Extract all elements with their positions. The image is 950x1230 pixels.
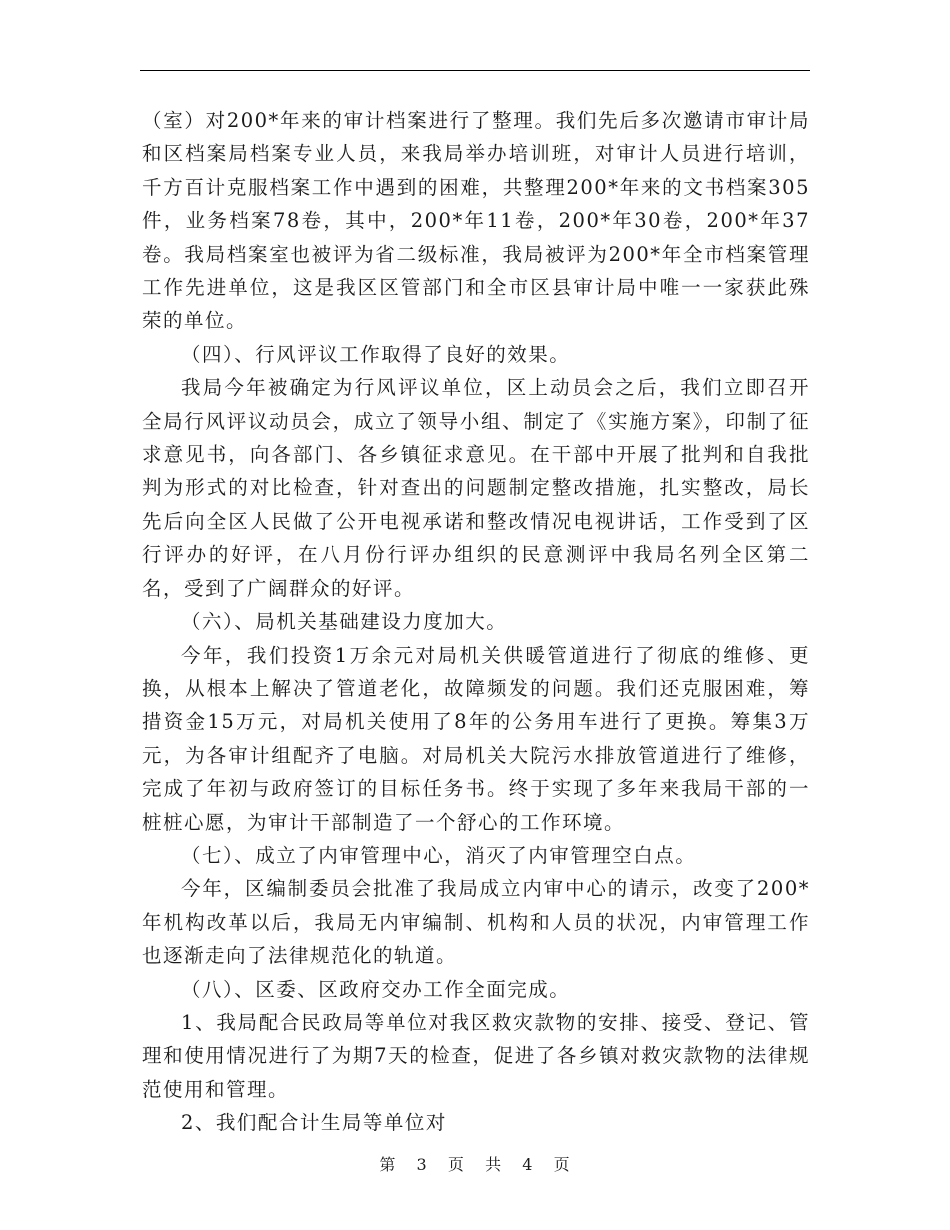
section-heading-six: （六）、局机关基础建设力度加大。 xyxy=(181,610,508,634)
paragraph-infrastructure: 今年，我们投资1万余元对局机关供暖管道进行了彻底的维修、更换，从根本上解决了管道老化，故障频发的问题。我们还克服困难，筹措资金15万元，对局机关使用了8年的公务用车进行了更换。筹集3万元，为各审计组配齐了电脑。对局机关大院污水排放管道进行了维修，完成了年初与政府签订的目标任务书。终于实现了多年来我局干部的一桩桩心愿，为审计干部制造了一个舒心的工作环境。 xyxy=(142,643,810,834)
header-rule xyxy=(140,70,810,71)
footer-total-pages: 4 xyxy=(522,1155,534,1174)
paragraph-item-two: 2、我们配合计生局等单位对 xyxy=(181,1111,447,1135)
page-footer xyxy=(0,1152,950,1175)
paragraph-internal-audit: 今年，区编制委员会批准了我局成立内审中心的请示，改变了200*年机构改革以后，我局无内审编制、机构和人员的状况，内审管理工作也逐渐走向了法律规范化的轨道。 xyxy=(142,877,810,968)
footer-page-word: 页 xyxy=(447,1155,465,1174)
footer-current-page: 3 xyxy=(416,1155,428,1174)
section-heading-seven: （七）、成立了内审管理中心，消灭了内审管理空白点。 xyxy=(181,843,697,867)
section-heading-four: （四）、行风评议工作取得了良好的效果。 xyxy=(181,342,571,366)
footer-suffix: 页 xyxy=(553,1155,571,1174)
section-heading-eight: （八）、区委、区政府交办工作全面完成。 xyxy=(181,977,571,1001)
footer-prefix: 第 xyxy=(379,1155,397,1174)
footer-total-prefix: 共 xyxy=(485,1155,503,1174)
paragraph-archive-continuation: （室）对200*年来的审计档案进行了整理。我们先后多次邀请市审计局和区档案局档案专业人员，来我局举办培训班，对审计人员进行培训，千方百计克服档案工作中遇到的困难，共整理200*年来的文书档案305件，业务档案78卷，其中，200*年11卷，200*年30卷，200*年37卷。我局档案室也被评为省二级标准，我局被评为200*年全市档案管理工作先进单位，这是我区区管部门和全市区县审计局中唯一一家获此殊荣的单位。 xyxy=(142,109,810,333)
document-body xyxy=(142,104,810,1140)
paragraph-item-one: 1、我局配合民政局等单位对我区救灾款物的安排、接受、登记、管理和使用情况进行了为期7天的检查，促进了各乡镇对救灾款物的法律规范使用和管理。 xyxy=(142,1010,810,1101)
paragraph-style-review: 我局今年被确定为行风评议单位，区上动员会之后，我们立即召开全局行风评议动员会，成立了领导小组、制定了《实施方案》，印制了征求意见书，向各部门、各乡镇征求意见。在干部中开展了批判和自我批判为形式的对比检查，针对查出的问题制定整改措施，扎实整改，局长先后向全区人民做了公开电视承诺和整改情况电视讲话，工作受到了区行评办的好评，在八月份行评办组织的民意测评中我局名列全区第二名，受到了广阔群众的好评。 xyxy=(142,376,810,600)
